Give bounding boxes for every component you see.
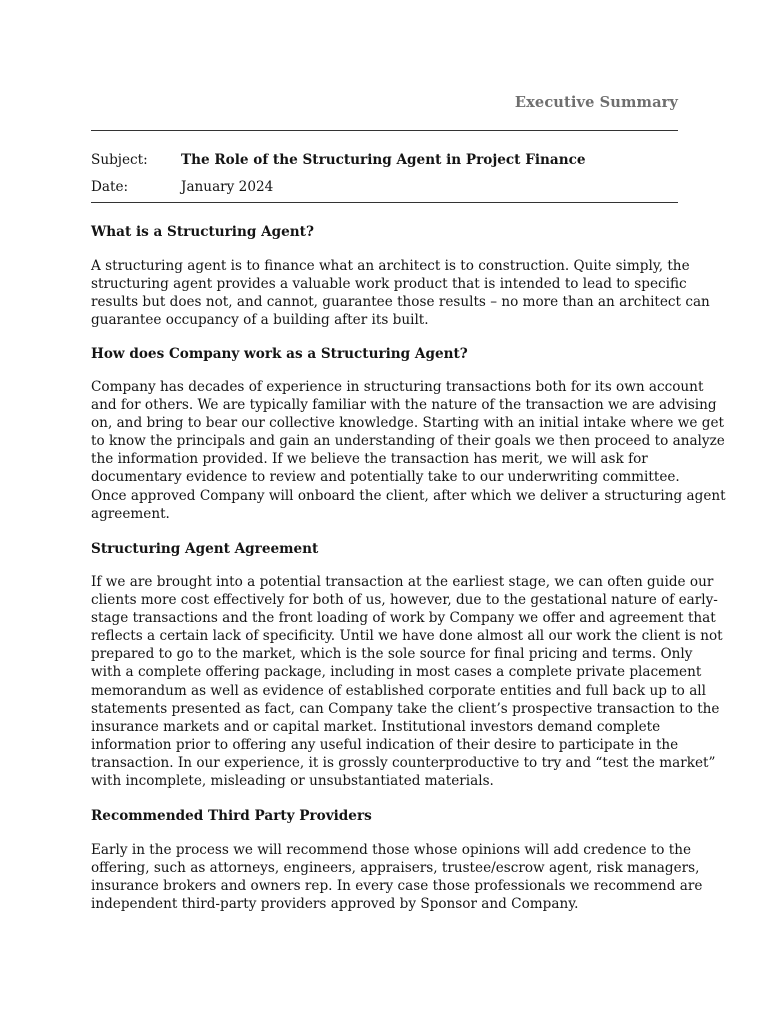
date-label: Date: (91, 179, 129, 195)
paragraph-line: the information provided. If we believe the transaction has merit, we will ask for (91, 451, 648, 468)
paragraph-line: structuring agent provides a valuable work product that is intended to lead to specific (91, 276, 687, 293)
paragraph-line: offering, such as attorneys, engineers, appraisers, trustee/escrow agent, risk managers, (91, 860, 700, 877)
paragraph-line: Early in the process we will recommend those whose opinions will add credence to the (91, 842, 692, 858)
paragraph-line: and for others. We are typically familiar with the nature of the transaction we are advising (91, 397, 717, 414)
paragraph-line: with a complete offering package, including in most cases a complete private placement (91, 664, 702, 681)
paragraph-line: insurance markets and or capital market. Institutional investors demand complete (91, 718, 661, 735)
subject-value: The Role of the Structuring Agent in Project Finance (181, 152, 586, 168)
section-paragraph (91, 841, 703, 913)
section-heading: How does Company work as a Structuring Agent? (91, 346, 468, 362)
paragraph-line: documentary evidence to review and potentially take to our underwriting committee. (91, 469, 680, 486)
header-divider-bottom (91, 202, 678, 203)
paragraph-line: memorandum as well as evidence of established corporate entities and full back up to all (91, 682, 706, 699)
paragraph-line: on, and bring to bear our collective knowledge. Starting with an initial intake where we get (91, 415, 724, 432)
paragraph-line: A structuring agent is to finance what an architect is to construction. Quite simply, the (91, 258, 690, 274)
paragraph-line: reflects a certain lack of specificity. Until we have done almost all our work the client is not (91, 628, 723, 645)
section-paragraph (91, 257, 710, 329)
section-heading: What is a Structuring Agent? (91, 224, 314, 240)
header-divider-top (91, 130, 678, 131)
section-paragraph (91, 378, 726, 523)
paragraph-line: prepared to go to the market, which is the sole source for final pricing and terms. Only (91, 646, 693, 663)
document-header-title: Executive Summary (514, 94, 678, 111)
section-heading: Recommended Third Party Providers (91, 808, 372, 824)
paragraph-line: transaction. In our experience, it is grossly counterproductive to try and “test the market” (91, 754, 716, 771)
paragraph-line: statements presented as fact, can Company take the client’s prospective transaction to the (91, 700, 720, 717)
paragraph-line: stage transactions and the front loading of work by Company we offer and agreement that (91, 610, 716, 627)
paragraph-line: with incomplete, misleading or unsubstantiated materials. (91, 773, 494, 790)
paragraph-line: agreement. (91, 505, 170, 522)
paragraph-line: independent third-party providers approved by Sponsor and Company. (91, 896, 579, 913)
paragraph-line: results but does not, and cannot, guarantee those results – no more than an architect can (91, 294, 710, 311)
section-heading: Structuring Agent Agreement (91, 541, 319, 557)
section-paragraph (91, 573, 723, 790)
paragraph-line: Once approved Company will onboard the client, after which we deliver a structuring agent (91, 487, 726, 504)
date-value: January 2024 (181, 179, 274, 195)
paragraph-line: to know the principals and gain an understanding of their goals we then proceed to analyze (91, 433, 725, 450)
paragraph-line: Company has decades of experience in structuring transactions both for its own account (91, 379, 704, 395)
subject-label: Subject: (91, 152, 148, 168)
paragraph-line: insurance brokers and owners rep. In every case those professionals we recommend are (91, 878, 703, 895)
paragraph-line: information prior to offering any useful indication of their desire to participate in the (91, 736, 679, 753)
paragraph-line: If we are brought into a potential transaction at the earliest stage, we can often guide our (91, 574, 714, 590)
paragraph-line: guarantee occupancy of a building after its built. (91, 312, 429, 329)
paragraph-line: clients more cost effectively for both of us, however, due to the gestational nature of early- (91, 592, 718, 609)
